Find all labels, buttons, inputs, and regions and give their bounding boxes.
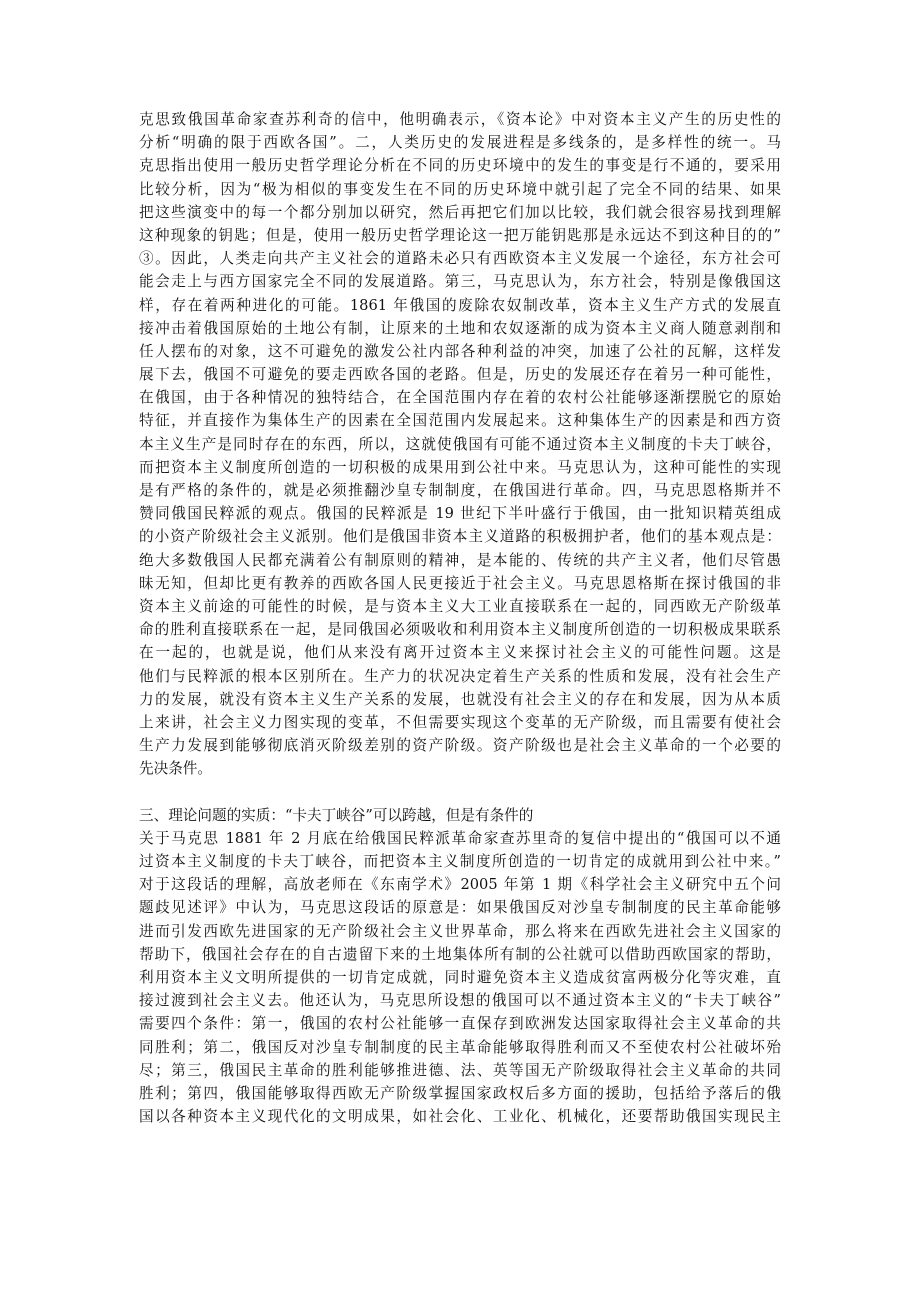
text-line: 资本主义前途的可能性的时候，是与资本主义大工业直接联系在一起的，同西欧无产阶级革 xyxy=(139,597,781,615)
text-line: 的小资产阶级社会主义派别。他们是俄国非资本主义道路的积极拥护者，他们的基本观点是： xyxy=(139,528,781,546)
text-line: 在俄国，由于各种情况的独特结合，在全国范围内存在着的农村公社能够逐渐摆脱它的原始 xyxy=(139,389,781,407)
text-line: 展下去，俄国不可避免的要走西欧各国的老路。但是，历史的发展还存在着另一种可能性， xyxy=(139,366,781,384)
text-line: 上来讲，社会主义力图实现的变革，不但需要实现这个变革的无产阶级，而且需要有使社会 xyxy=(139,713,781,731)
text-line: 过资本主义制度的卡夫丁峡谷，而把资本主义制度所创造的一切肯定的成就用到公社中来。” xyxy=(139,853,781,870)
text-line: 能会走上与西方国家完全不同的发展道路。第三，马克思认为，东方社会，特别是像俄国这 xyxy=(139,273,781,291)
text-line: 需要四个条件：第一，俄国的农村公社能够一直保存到欧洲发达国家取得社会主义革命的共 xyxy=(139,1015,781,1033)
paragraph-gap xyxy=(139,780,781,803)
text-line: 进而引发西欧先进国家的无产阶级社会主义世界革命，那么将来在西欧先进社会主义国家的 xyxy=(139,922,781,940)
text-line: 先决条件。 xyxy=(139,760,212,778)
text-line: 绝大多数俄国人民都充满着公有制原则的精神，是本能的、传统的共产主义者，他们尽管愚 xyxy=(139,551,781,569)
text-line: 任人摆布的对象，这不可避免的激发公社内部各种利益的冲突，加速了公社的瓦解，这样发 xyxy=(139,342,781,360)
text-line: 赞同俄国民粹派的观点。俄国的民粹派是 19 世纪下半叶盛行于俄国，由一批知识精英组成 xyxy=(139,505,781,523)
text-line: 样，存在着两种进化的可能。1861 年俄国的废除农奴制改革，资本主义生产方式的发展直 xyxy=(139,296,781,314)
text-line: 克思指出使用一般历史哲学理论分析在不同的历史环境中的发生的事变是行不通的，要采用 xyxy=(139,157,781,175)
paragraph-1 xyxy=(139,108,781,780)
text-line: 克思致俄国革命家查苏利奇的信中，他明确表示，《资本论》中对资本主义产生的历史性的 xyxy=(139,111,781,128)
section-heading: 三、理论问题的实质：“卡夫丁峡谷”可以跨越，但是有条件的 xyxy=(139,806,534,824)
text-line: 关于马克思 1881 年 2 月底在给俄国民粹派革命家查苏里奇的复信中提出的“俄国可以不通 xyxy=(139,829,781,847)
document-body xyxy=(139,108,781,1128)
text-line: 国以各种资本主义现代化的文明成果，如社会化、工业化、机械化，还要帮助俄国实现民主 xyxy=(139,1108,781,1126)
text-line: 昧无知，但却比更有教养的西欧各国人民更接近于社会主义。马克思恩格斯在探讨俄国的非 xyxy=(139,574,781,592)
text-line: 本主义生产是同时存在的东西，所以，这就使俄国有可能不通过资本主义制度的卡夫丁峡谷， xyxy=(139,435,781,453)
text-line: 胜利；第四，俄国能够取得西欧无产阶级掌握国家政权后多方面的援助，包括给予落后的俄 xyxy=(139,1084,781,1102)
text-line: 接冲击着俄国原始的土地公有制，让原来的土地和农奴逐渐的成为资本主义商人随意剥削和 xyxy=(139,319,781,337)
text-line: ③。因此，人类走向共产主义社会的道路未必只有西欧资本主义发展一个途径，东方社会可 xyxy=(139,250,781,268)
text-line: 他们与民粹派的根本区别所在。生产力的状况决定着生产关系的性质和发展，没有社会生产 xyxy=(139,667,781,685)
text-line: 分析“明确的限于西欧各国”。二，人类历史的发展进程是多线条的，是多样性的统一。马 xyxy=(139,134,781,152)
text-line: 帮助下，俄国社会存在的自古遗留下来的土地集体所有制的公社就可以借助西欧国家的帮助， xyxy=(139,945,781,963)
text-line: 利用资本主义文明所提供的一切肯定成就，同时避免资本主义造成贫富两极分化等灾难，直 xyxy=(139,968,781,986)
text-line: 对于这段话的理解，高放老师在《东南学术》2005 年第 1 期《科学社会主义研究中五个问 xyxy=(139,876,781,894)
text-line: 力的发展，就没有资本主义生产关系的发展，也就没有社会主义的存在和发展，因为从本质 xyxy=(139,690,781,708)
text-line: 尽；第三，俄国民主革命的胜利能够推进德、法、英等国无产阶级取得社会主义革命的共同 xyxy=(139,1061,781,1079)
text-line: 命的胜利直接联系在一起，是同俄国必须吸收和利用资本主义制度所创造的一切积极成果联系 xyxy=(139,621,781,639)
text-line: 而把资本主义制度所创造的一切积极的成果用到公社中来。马克思认为，这种可能性的实现 xyxy=(139,458,781,476)
text-line: 比较分析，因为“极为相似的事变发生在不同的历史环境中就引起了完全不同的结果、如果 xyxy=(139,180,781,198)
text-line: 同胜利；第二，俄国反对沙皇专制制度的民主革命能够取得胜利而又不至使农村公社破坏殆 xyxy=(139,1038,781,1056)
text-line: 把这些演变中的每一个都分别加以研究，然后再把它们加以比较，我们就会很容易找到理解 xyxy=(139,203,781,221)
text-line: 接过渡到社会主义去。他还认为，马克思所设想的俄国可以不通过资本主义的“卡夫丁峡谷” xyxy=(139,992,781,1010)
text-line: 这种现象的钥匙；但是，使用一般历史哲学理论这一把万能钥匙那是永远达不到这种目的的” xyxy=(139,226,781,244)
text-line: 在一起的，也就是说，他们从来没有离开过资本主义来探讨社会主义的可能性问题。这是 xyxy=(139,644,781,662)
paragraph-2 xyxy=(139,827,781,1128)
text-line: 生产力发展到能够彻底消灭阶级差别的资产阶级。资产阶级也是社会主义革命的一个必要的 xyxy=(139,737,781,755)
text-line: 题歧见述评》中认为，马克思这段话的原意是：如果俄国反对沙皇专制制度的民主革命能够 xyxy=(139,899,781,917)
text-line: 是有严格的条件的，就是必须推翻沙皇专制制度，在俄国进行革命。四，马克思恩格斯并不 xyxy=(139,482,781,499)
text-line: 特征，并直接作为集体生产的因素在全国范围内发展起来。这种集体生产的因素是和西方资 xyxy=(139,412,781,430)
